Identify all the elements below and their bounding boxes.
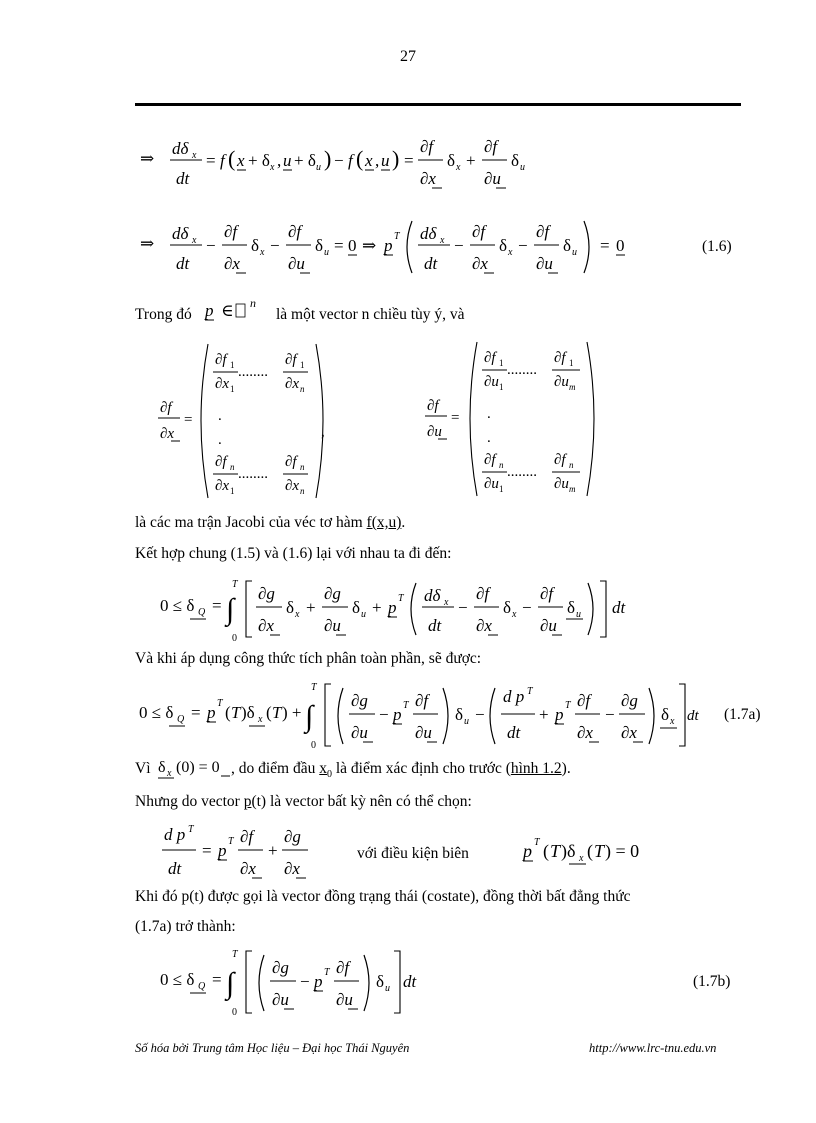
svg-text:∂f: ∂f (415, 691, 429, 710)
svg-text:m: m (569, 484, 576, 494)
svg-text:dt: dt (176, 169, 190, 188)
svg-text:dt: dt (403, 972, 417, 991)
svg-text:p: p (218, 841, 227, 860)
jacobi-suffix: . (401, 514, 406, 531)
svg-text:T: T (232, 579, 238, 590)
svg-text:∂g: ∂g (351, 691, 368, 710)
svg-text:T: T (228, 836, 234, 847)
svg-text:∂x: ∂x (285, 376, 300, 392)
svg-text:=: = (202, 841, 212, 860)
svg-text:+ δ: + δ (294, 151, 316, 170)
svg-text:T: T (324, 967, 330, 978)
svg-text:dδ: dδ (172, 224, 189, 243)
svg-text:n: n (499, 460, 504, 470)
svg-text:dδ: dδ (172, 139, 189, 158)
svg-text:=: = (191, 703, 201, 722)
svg-text:dt: dt (428, 616, 442, 635)
svg-text:x: x (237, 151, 245, 170)
svg-text:1: 1 (499, 484, 504, 494)
svg-text:=: = (184, 412, 193, 428)
svg-text:∂u: ∂u (484, 169, 501, 188)
svg-text:dt: dt (612, 598, 626, 617)
svg-text:p: p (384, 236, 393, 255)
svg-text:u: u (385, 983, 390, 994)
svg-text:∂f: ∂f (554, 350, 566, 366)
svg-text:∂f: ∂f (484, 137, 498, 156)
svg-text:x: x (365, 151, 373, 170)
jacobi-prefix: là các ma trận Jacobi của véc tơ hàm (135, 514, 363, 531)
svg-text:∂f: ∂f (484, 452, 496, 468)
footer-url[interactable]: http://www.lrc-tnu.edu.vn (589, 1041, 717, 1055)
svg-text:(0) = 0: (0) = 0 (176, 759, 220, 776)
svg-text:u: u (520, 162, 525, 173)
svg-text:∂x: ∂x (285, 478, 300, 494)
svg-text:⇒: ⇒ (140, 149, 155, 168)
vi-prefix: Vì (135, 760, 151, 777)
nhung-p: p (243, 793, 252, 810)
svg-text:∂x: ∂x (160, 426, 175, 442)
svg-text:x: x (260, 247, 265, 258)
svg-text:δ: δ (352, 598, 361, 617)
svg-text:u: u (316, 162, 321, 173)
equation-label-1-7a: (1.7a) (724, 706, 761, 723)
svg-text:−: − (334, 151, 344, 170)
svg-text:x: x (512, 609, 517, 620)
svg-text:∂f: ∂f (336, 958, 350, 977)
trong-do-suffix: là một vector n chiều tùy ý, và (276, 306, 465, 323)
svg-text:p: p (393, 705, 402, 724)
svg-text:........: ........ (238, 364, 268, 380)
svg-text:∂x: ∂x (284, 859, 300, 878)
svg-text:T: T (231, 703, 241, 722)
svg-text:+ δ: + δ (248, 151, 270, 170)
svg-text:∂x: ∂x (215, 478, 230, 494)
svg-text:Q: Q (198, 981, 206, 992)
svg-text:x: x (670, 716, 675, 727)
jacobian-df-dx (158, 340, 358, 505)
svg-text:−: − (605, 705, 615, 724)
equation-costate (160, 818, 330, 883)
x0-symbol: $x_0$ (319, 760, 332, 781)
svg-text:∂x: ∂x (420, 169, 436, 188)
svg-text:=: = (206, 151, 216, 170)
svg-text:T: T (403, 700, 409, 711)
svg-text:.: . (218, 432, 222, 448)
svg-text:δ: δ (376, 972, 385, 991)
svg-text:T: T (398, 593, 404, 604)
svg-text:1: 1 (569, 358, 574, 368)
p-in-rn (205, 294, 275, 324)
svg-text:∂u: ∂u (336, 990, 353, 1009)
svg-text:n: n (300, 384, 305, 394)
svg-text:(: ( (356, 146, 364, 171)
jacobian-df-du (425, 338, 625, 503)
svg-text:δ: δ (455, 705, 464, 724)
svg-text:T: T (217, 698, 223, 709)
svg-text:1: 1 (230, 360, 235, 370)
svg-text:∂u: ∂u (288, 254, 305, 273)
svg-text:0 ≤ δ: 0 ≤ δ (139, 703, 174, 722)
svg-text:=: = (334, 236, 344, 255)
svg-text:1: 1 (499, 358, 504, 368)
svg-text:x: x (192, 235, 197, 246)
svg-text:∂f: ∂f (484, 350, 496, 366)
svg-text:x: x (258, 714, 263, 725)
footer-source: Số hóa bởi Trung tâm Học liệu – Đại học Thái Nguyên (135, 1041, 410, 1055)
svg-text:,: , (375, 151, 380, 170)
svg-text:−: − (379, 705, 389, 724)
svg-text:∂g: ∂g (272, 958, 289, 977)
svg-text:x: x (456, 162, 461, 173)
svg-text:∂x: ∂x (621, 723, 637, 742)
nhung-suffix: (t) là vector bất kỳ nên có thể chọn: (251, 793, 472, 810)
svg-text:−: − (458, 598, 468, 617)
svg-text:∂u: ∂u (415, 723, 432, 742)
svg-text:Q: Q (177, 714, 185, 725)
svg-text:,: , (277, 151, 282, 170)
svg-text:u: u (464, 716, 469, 727)
svg-text:∂u: ∂u (324, 616, 341, 635)
svg-text:0: 0 (311, 740, 316, 751)
svg-text:∂f: ∂f (427, 398, 439, 414)
svg-text:=: = (451, 410, 460, 426)
svg-text:p: p (314, 972, 323, 991)
svg-text:1: 1 (230, 486, 235, 496)
svg-text:T: T (188, 824, 194, 835)
vi-mid: , do điểm đầu (231, 760, 316, 777)
svg-text:∂f: ∂f (240, 827, 254, 846)
svg-text:dt: dt (176, 254, 190, 273)
svg-text:........: ........ (507, 362, 537, 378)
svg-text:): ) (392, 146, 400, 171)
svg-text:........: ........ (507, 464, 537, 480)
svg-text:∂u: ∂u (554, 374, 569, 390)
svg-text:0: 0 (232, 1007, 237, 1018)
svg-text:∂x: ∂x (258, 616, 274, 635)
svg-text:∂f: ∂f (472, 222, 486, 241)
svg-text:) = 0: ) = 0 (605, 841, 640, 861)
svg-text:∫: ∫ (226, 967, 235, 1000)
vi-end: ). (561, 760, 571, 777)
svg-text:m: m (569, 382, 576, 392)
nhung-prefix: Nhưng do vector (135, 793, 240, 810)
khi-do-line-1: Khi đó p(t) được gọi là vector đồng trạng thái (costate), đồng thời bất đẳng thức (135, 888, 631, 905)
svg-text:n: n (569, 460, 574, 470)
svg-text:∂u: ∂u (536, 254, 553, 273)
svg-text:p: p (207, 703, 216, 722)
svg-text:T: T (594, 841, 605, 861)
page-number: 27 (400, 48, 416, 65)
svg-text:dt: dt (507, 723, 521, 742)
svg-text:∂f: ∂f (577, 691, 591, 710)
vi-mid2: là điểm xác định cho trước ( (335, 760, 511, 777)
svg-text:T: T (534, 837, 540, 848)
svg-text:∂u: ∂u (484, 476, 499, 492)
svg-text:δ: δ (251, 236, 260, 255)
svg-text:δ: δ (567, 598, 576, 617)
svg-text:∂f: ∂f (288, 222, 302, 241)
jacobi-line (135, 514, 405, 532)
svg-text:0: 0 (616, 236, 625, 255)
svg-text:Q: Q (198, 607, 206, 618)
svg-text:∂f: ∂f (540, 584, 554, 603)
svg-text:n: n (300, 462, 305, 472)
svg-text:T: T (311, 682, 317, 693)
svg-text:∂u: ∂u (540, 616, 557, 635)
equation-1-6 (140, 213, 660, 283)
svg-text:∂g: ∂g (324, 584, 341, 603)
svg-text:(: ( (543, 841, 549, 861)
svg-text:1: 1 (499, 382, 504, 392)
svg-text:0: 0 (348, 236, 357, 255)
boundary-condition (523, 833, 663, 868)
svg-text:.: . (487, 406, 491, 422)
ket-hop-text: Kết hợp chung (1.5) và (1.6) lại với nhau ta đi đến: (135, 545, 452, 562)
svg-text:∂u: ∂u (484, 374, 499, 390)
svg-text:........: ........ (238, 466, 268, 482)
svg-text:+: + (306, 598, 316, 617)
nhung-line (135, 793, 472, 811)
svg-text:.: . (218, 408, 222, 424)
svg-text:T: T (394, 231, 400, 242)
hinh-1-2-link[interactable]: hình 1.2 (510, 760, 562, 777)
header-rule (135, 103, 741, 106)
svg-text:∂x: ∂x (224, 254, 240, 273)
svg-text:+: + (268, 841, 278, 860)
svg-text:0 ≤ δ: 0 ≤ δ (160, 970, 195, 989)
svg-text:=: = (600, 236, 610, 255)
svg-text:=: = (212, 970, 222, 989)
svg-text:∫: ∫ (226, 593, 235, 626)
svg-text:δ: δ (563, 236, 572, 255)
svg-text:x: x (270, 162, 275, 173)
svg-text:d p: d p (164, 825, 186, 844)
svg-text:n: n (250, 296, 256, 310)
svg-text:−: − (206, 236, 216, 255)
svg-text:x: x (192, 150, 197, 161)
equation-label-1-6: (1.6) (702, 238, 732, 255)
jacobi-function: f(x,u) (366, 514, 402, 531)
svg-text:∂f: ∂f (215, 352, 227, 368)
svg-text:x: x (508, 247, 513, 258)
svg-text:δ: δ (286, 598, 295, 617)
svg-text:∂x: ∂x (240, 859, 256, 878)
svg-text:(: ( (587, 841, 593, 861)
svg-text:T: T (527, 686, 533, 697)
svg-text:∂u: ∂u (554, 476, 569, 492)
svg-text:∂f: ∂f (536, 222, 550, 241)
svg-text:∂f: ∂f (215, 454, 227, 470)
svg-text:f: f (348, 151, 353, 170)
svg-text:p: p (555, 705, 564, 724)
svg-text:): ) (324, 146, 332, 171)
svg-text:∂g: ∂g (621, 691, 638, 710)
svg-text:p: p (205, 301, 214, 320)
svg-text:u: u (324, 247, 329, 258)
svg-text:T: T (232, 949, 238, 960)
svg-text:x: x (440, 235, 445, 246)
svg-text:−: − (300, 972, 310, 991)
svg-text:n: n (300, 486, 305, 496)
svg-text:δ: δ (315, 236, 324, 255)
svg-text:,: , (321, 424, 325, 440)
va-khi-text: Và khi áp dụng công thức tích phân toàn phần, sẽ được: (135, 650, 482, 667)
svg-text:p: p (523, 841, 532, 861)
svg-text:u: u (576, 609, 581, 620)
khi-do-line-2: (1.7a) trở thành: (135, 918, 236, 935)
svg-text:d p: d p (503, 687, 525, 706)
svg-text:n: n (230, 462, 235, 472)
svg-text:−: − (475, 705, 485, 724)
svg-text:⇒: ⇒ (140, 234, 155, 253)
svg-text:u: u (283, 151, 292, 170)
svg-text:+: + (372, 598, 382, 617)
equation-label-1-7b: (1.7b) (693, 973, 731, 990)
svg-text:=: = (212, 596, 222, 615)
svg-text:x: x (295, 609, 300, 620)
svg-text:∂f: ∂f (224, 222, 238, 241)
svg-text:δ: δ (503, 598, 512, 617)
svg-text:∂f: ∂f (476, 584, 490, 603)
equation-1-7b (160, 945, 460, 1020)
svg-text:∂u: ∂u (427, 424, 442, 440)
svg-text:∂g: ∂g (284, 827, 301, 846)
svg-text:1: 1 (300, 360, 305, 370)
svg-text:0: 0 (232, 633, 237, 644)
svg-text:δ: δ (158, 759, 166, 776)
svg-text:∂f: ∂f (554, 452, 566, 468)
svg-text:∫: ∫ (305, 700, 314, 733)
svg-text:−: − (518, 236, 528, 255)
svg-text:∂f: ∂f (160, 400, 172, 416)
equation-integral-combined (160, 575, 660, 645)
svg-text:f: f (220, 151, 225, 170)
svg-text:x: x (167, 768, 172, 779)
svg-text:∂g: ∂g (258, 584, 275, 603)
svg-text:∂u: ∂u (272, 990, 289, 1009)
svg-text:u: u (381, 151, 390, 170)
svg-text:+: + (466, 151, 476, 170)
svg-text:δ: δ (499, 236, 508, 255)
svg-text:−: − (522, 598, 532, 617)
svg-text:∂x: ∂x (577, 723, 593, 742)
svg-text:−: − (270, 236, 280, 255)
equation-1-7a (139, 678, 699, 753)
svg-text:)δ: )δ (561, 841, 576, 861)
svg-text:T: T (272, 703, 282, 722)
svg-text:∂u: ∂u (351, 723, 368, 742)
dieu-kien-text: với điều kiện biên (357, 845, 469, 862)
svg-text:p: p (388, 598, 397, 617)
svg-text:∂f: ∂f (420, 137, 434, 156)
svg-text:)δ: )δ (241, 703, 255, 722)
svg-text:∈: ∈ (221, 301, 234, 320)
svg-text:∂f: ∂f (285, 352, 297, 368)
trong-do-prefix: Trong đó (135, 306, 192, 323)
svg-text:u: u (361, 609, 366, 620)
svg-text:x: x (579, 853, 584, 864)
svg-text:(: ( (266, 703, 272, 722)
svg-text:δ: δ (447, 151, 456, 170)
svg-text:.: . (487, 430, 491, 446)
svg-text:dδ: dδ (420, 224, 437, 243)
svg-text:dt: dt (424, 254, 438, 273)
svg-text:∂x: ∂x (215, 376, 230, 392)
svg-text:⇒: ⇒ (362, 236, 377, 255)
svg-text:=: = (404, 151, 414, 170)
svg-text:dδ: dδ (424, 586, 441, 605)
svg-text:δ: δ (511, 151, 520, 170)
svg-text:dt: dt (687, 708, 699, 724)
svg-text:1: 1 (230, 384, 235, 394)
svg-text:(: ( (228, 146, 236, 171)
svg-text:(: ( (225, 703, 231, 722)
vi-line-rest (231, 760, 571, 780)
equation-derivative (140, 128, 600, 198)
svg-text:) +: ) + (282, 703, 302, 722)
svg-text:+: + (539, 705, 549, 724)
svg-text:u: u (572, 247, 577, 258)
svg-text:0 ≤ δ: 0 ≤ δ (160, 596, 195, 615)
svg-text:dt: dt (168, 859, 182, 878)
svg-text:x: x (444, 597, 449, 608)
svg-text:∂x: ∂x (476, 616, 492, 635)
svg-text:T: T (550, 841, 561, 861)
svg-text:−: − (454, 236, 464, 255)
svg-text:∂f: ∂f (285, 454, 297, 470)
svg-text:T: T (565, 700, 571, 711)
svg-text:δ: δ (661, 705, 670, 724)
svg-text:∂x: ∂x (472, 254, 488, 273)
